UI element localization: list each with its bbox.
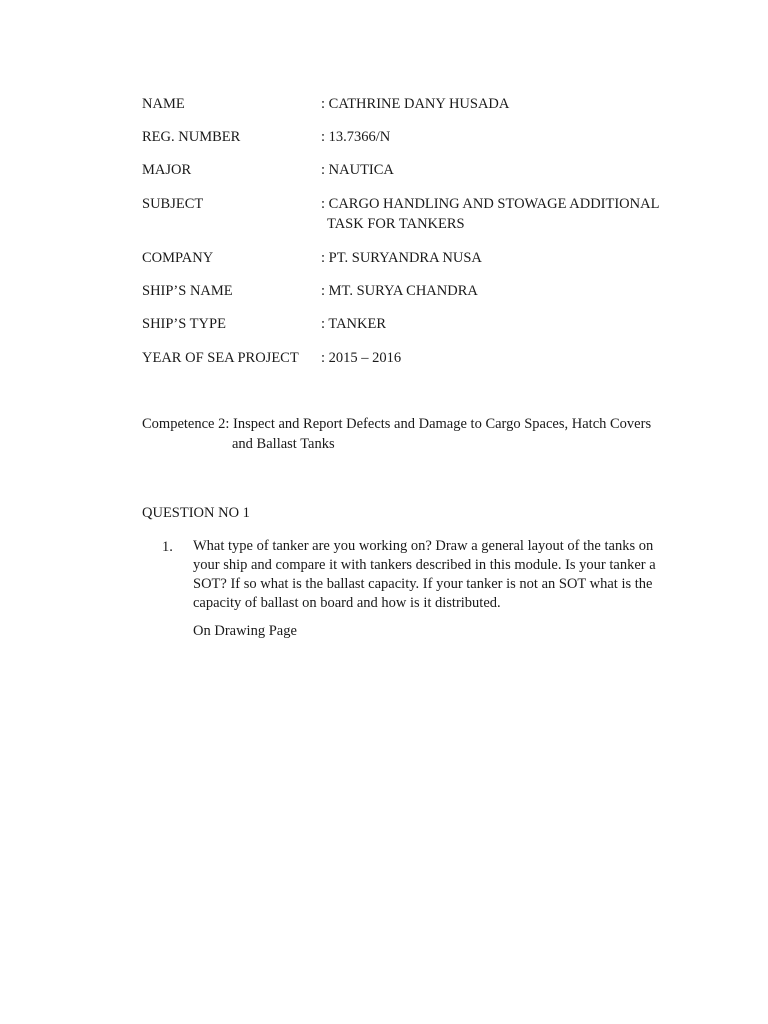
field-value-name-text: : CATHRINE DANY HUSADA <box>321 96 510 112</box>
question-answer: On Drawing Page <box>193 623 297 639</box>
field-label-company: COMPANY <box>142 250 214 266</box>
field-value-reg-number-text: : 13.7366/N <box>321 129 391 145</box>
field-label-major: MAJOR <box>142 162 192 178</box>
question-heading: QUESTION NO 1 <box>142 505 250 521</box>
field-value-subject <box>321 194 691 234</box>
field-value-ships-name <box>321 281 691 301</box>
competence-line-1: Competence 2: Inspect and Report Defects and Damage to Cargo Spaces, Hatch Covers <box>142 416 652 432</box>
field-label-name: NAME <box>142 96 185 112</box>
field-value-year-of-sea-project <box>321 348 691 368</box>
field-label-subject: SUBJECT <box>142 196 204 212</box>
field-label-ships-name: SHIP’S NAME <box>142 283 233 299</box>
question-text: What type of tanker are you working on? Draw a general layout of the tanks on your ship and compare it with tankers described in this module. Is your tanker a SOT? If so what is the ballast capacity. If your tanker is not an SOT what is the capacity of ballast on board and how is it distributed. <box>193 538 656 611</box>
field-value-subject-continuation: TASK FOR TANKERS <box>327 216 465 232</box>
field-value-reg-number <box>321 127 691 147</box>
field-value-name <box>321 94 691 114</box>
field-value-company-text: : PT. SURYANDRA NUSA <box>321 250 482 266</box>
field-value-major <box>321 160 691 180</box>
field-value-ships-type <box>321 314 691 334</box>
field-value-ships-name-text: : MT. SURYA CHANDRA <box>321 283 478 299</box>
field-value-company <box>321 248 691 268</box>
question-number: 1. <box>162 539 173 555</box>
competence-statement <box>142 414 702 454</box>
field-value-year-of-sea-project-text: : 2015 – 2016 <box>321 350 402 366</box>
competence-line-2: and Ballast Tanks <box>232 436 335 452</box>
field-value-major-text: : NAUTICA <box>321 162 394 178</box>
field-value-subject-text: : CARGO HANDLING AND STOWAGE ADDITIONAL <box>321 196 660 212</box>
field-label-ships-type: SHIP’S TYPE <box>142 316 226 332</box>
field-label-reg-number: REG. NUMBER <box>142 129 241 145</box>
field-label-year-of-sea-project: YEAR OF SEA PROJECT <box>142 350 299 366</box>
field-value-ships-type-text: : TANKER <box>321 316 387 332</box>
